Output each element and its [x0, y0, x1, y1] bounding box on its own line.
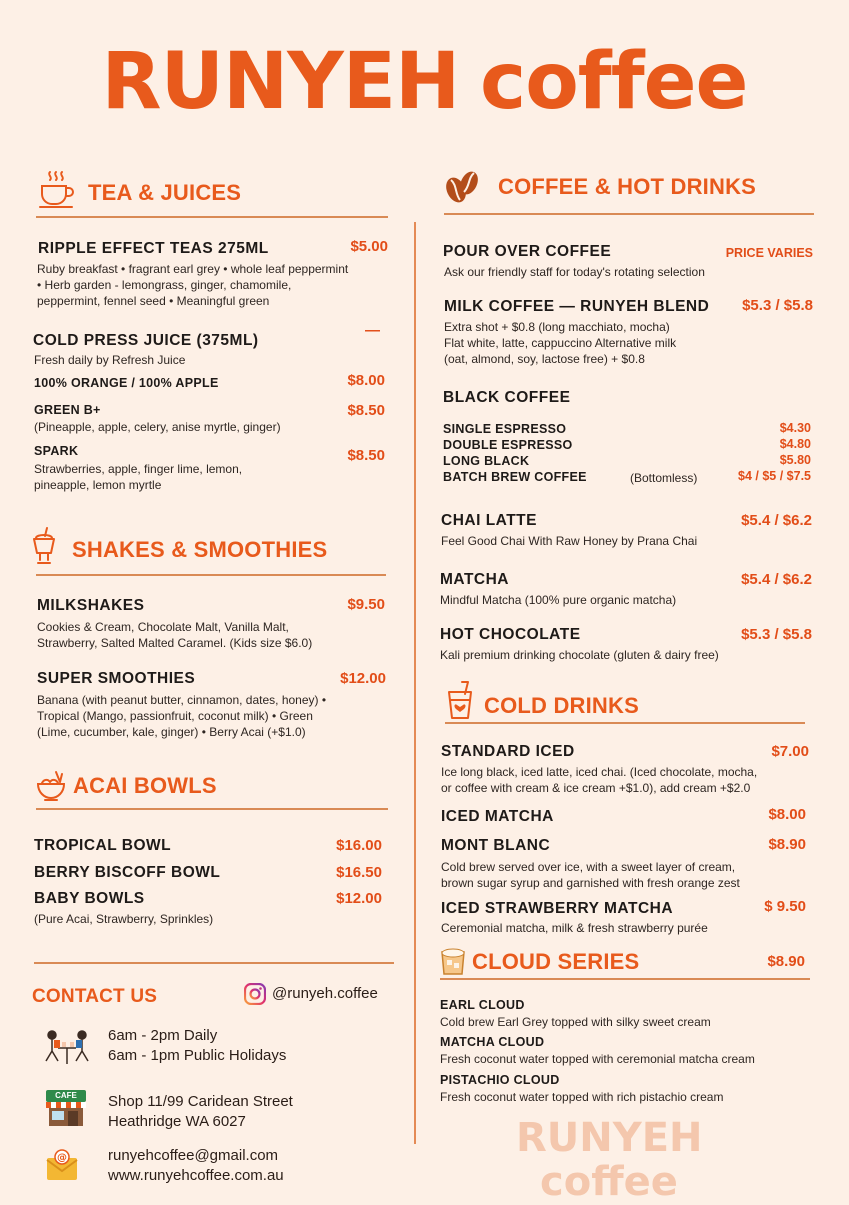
- milkshakes-desc: [37, 619, 312, 651]
- pour-over-price: PRICE VARIES: [725, 246, 813, 260]
- orange-apple-name: 100% ORANGE / 100% APPLE: [34, 376, 219, 390]
- baby-bowls-price: $12.00: [336, 890, 382, 907]
- column-divider: [414, 222, 416, 1144]
- cold-section-title: COLD DRINKS: [484, 693, 639, 718]
- desc-line: (oat, almond, soy, lactose free) + $0.8: [444, 352, 645, 366]
- pour-over-desc: Ask our friendly staff for today's rotating selection: [444, 265, 705, 279]
- hot-chocolate-desc: Kali premium drinking chocolate (gluten & dairy free): [440, 648, 719, 662]
- email-link[interactable]: runyehcoffee@gmail.com: [108, 1147, 279, 1164]
- double-espresso-name: DOUBLE ESPRESSO: [443, 438, 573, 452]
- smoothies-desc: [37, 692, 326, 740]
- hours-line: 6am - 2pm Daily: [108, 1027, 218, 1044]
- ripple-teas-desc: [37, 261, 348, 309]
- desc-line: Cold brew served over ice, with a sweet layer of cream,: [441, 860, 736, 874]
- email-website: [108, 1146, 284, 1186]
- cold-section-rule: [445, 722, 805, 724]
- desc-line: peppermint, fennel seed • Meaningful green: [37, 294, 270, 308]
- green-b-name: GREEN B+: [34, 403, 101, 417]
- tropical-bowl-name: TROPICAL BOWL: [34, 837, 172, 854]
- milkshake-icon: [32, 526, 56, 566]
- cloud-section-rule: [440, 978, 810, 980]
- berry-biscoff-price: $16.50: [336, 864, 382, 881]
- standard-iced-name: STANDARD ICED: [441, 743, 575, 760]
- baby-bowls-desc: (Pure Acai, Strawberry, Sprinkles): [34, 912, 214, 926]
- iced-strawberry-matcha-price: $ 9.50: [764, 898, 806, 915]
- opening-hours: [108, 1026, 286, 1066]
- matcha-desc: Mindful Matcha (100% pure organic matcha): [440, 593, 677, 607]
- website-link[interactable]: www.runyehcoffee.com.au: [108, 1167, 284, 1184]
- long-black-price: $5.80: [779, 453, 811, 467]
- coffee-section-title: COFFEE & HOT DRINKS: [498, 174, 757, 199]
- tea-cup-icon: [38, 170, 74, 210]
- email-icon: [45, 1148, 79, 1182]
- acai-bowl-icon: [36, 770, 66, 802]
- matcha-cloud-desc: Fresh coconut water topped with ceremonial matcha cream: [440, 1052, 755, 1066]
- hours-line: 6am - 1pm Public Holidays: [108, 1047, 287, 1064]
- cold-press-desc: Fresh daily by Refresh Juice: [34, 353, 186, 367]
- cloud-section-title: CLOUD SERIES: [472, 949, 640, 974]
- address-line: Heathridge WA 6027: [108, 1113, 246, 1130]
- iced-strawberry-matcha-name: ICED STRAWBERRY MATCHA: [441, 900, 674, 917]
- svg-text:@: @: [57, 1152, 67, 1164]
- standard-iced-price: $7.00: [771, 743, 809, 760]
- spark-name: SPARK: [34, 444, 79, 458]
- desc-line: brown sugar syrup and garnished with fresh orange zest: [441, 876, 740, 890]
- milk-coffee-name: MILK COFFEE — RUNYEH BLEND: [444, 298, 710, 315]
- green-b-desc: (Pineapple, apple, celery, anise myrtle, ginger): [34, 420, 281, 434]
- ripple-teas-price: $5.00: [350, 238, 388, 255]
- acai-section-title: ACAI BOWLS: [73, 773, 217, 798]
- desc-line: (Lime, cucumber, kale, ginger) • Berry Acai (+$1.0): [37, 725, 306, 739]
- cloud-drink-icon: [440, 946, 466, 976]
- black-coffee-title: BLACK COFFEE: [443, 389, 571, 406]
- long-black-name: LONG BLACK: [443, 454, 530, 468]
- chai-latte-price: $5.4 / $6.2: [741, 512, 812, 529]
- matcha-cloud-name: MATCHA CLOUD: [440, 1035, 545, 1049]
- desc-line: Ice long black, iced latte, iced chai. (Iced chocolate, mocha,: [441, 765, 758, 779]
- coffee-beans-icon: [444, 168, 480, 206]
- spark-desc: [34, 461, 242, 493]
- chai-latte-name: CHAI LATTE: [441, 512, 537, 529]
- brand-title: [0, 37, 849, 127]
- brand-word-2: coffee: [479, 37, 748, 127]
- watermark-word-2: coffee: [540, 1159, 678, 1205]
- earl-cloud-name: EARL CLOUD: [440, 998, 525, 1012]
- desc-line: Cookies & Cream, Chocolate Malt, Vanilla Malt,: [37, 620, 289, 634]
- ripple-teas-name: RIPPLE EFFECT TEAS 275ML: [38, 240, 269, 257]
- batch-brew-name: BATCH BREW COFFEE: [443, 470, 587, 484]
- mont-blanc-price: $8.90: [768, 836, 806, 853]
- tea-section-rule: [36, 216, 388, 218]
- desc-line: Tropical (Mango, passionfruit, coconut milk) • Green: [37, 709, 313, 723]
- milkshakes-price: $9.50: [347, 596, 385, 613]
- shakes-section-title: SHAKES & SMOOTHIES: [72, 537, 328, 562]
- cafe-people-icon: [40, 1028, 94, 1066]
- desc-line: Ruby breakfast • fragrant earl grey • whole leaf peppermint: [37, 262, 349, 276]
- iced-drink-icon: [446, 680, 474, 720]
- pistachio-cloud-desc: Fresh coconut water topped with rich pistachio cream: [440, 1090, 724, 1104]
- desc-line: Strawberry, Salted Malted Caramel. (Kids size $6.0): [37, 636, 313, 650]
- batch-brew-price: $4 / $5 / $7.5: [738, 469, 811, 483]
- single-espresso-price: $4.30: [779, 421, 811, 435]
- address-line: Shop 11/99 Caridean Street: [108, 1093, 293, 1110]
- spark-price: $8.50: [347, 447, 385, 464]
- contact-rule: [34, 962, 394, 964]
- watermark-word-1: RUNYEH: [516, 1115, 703, 1161]
- orange-apple-price: $8.00: [347, 372, 385, 389]
- acai-section-rule: [36, 808, 388, 810]
- cafe-sign-text: CAFE: [55, 1091, 77, 1100]
- smoothies-name: SUPER SMOOTHIES: [37, 670, 196, 687]
- coffee-section-rule: [444, 213, 814, 215]
- contact-title: CONTACT US: [32, 986, 158, 1007]
- tea-section-title: TEA & JUICES: [88, 180, 242, 205]
- pour-over-name: POUR OVER COFFEE: [443, 243, 612, 260]
- tropical-bowl-price: $16.00: [336, 837, 382, 854]
- shop-address: [108, 1092, 293, 1132]
- matcha-name: MATCHA: [440, 571, 510, 588]
- hot-chocolate-name: HOT CHOCOLATE: [440, 626, 581, 643]
- cloud-series-price: $8.90: [767, 953, 805, 970]
- iced-matcha-name: ICED MATCHA: [441, 808, 554, 825]
- cold-press-name: COLD PRESS JUICE (375ML): [33, 332, 259, 349]
- earl-cloud-desc: Cold brew Earl Grey topped with silky sweet cream: [440, 1015, 711, 1029]
- instagram-icon[interactable]: [244, 983, 266, 1005]
- smoothies-price: $12.00: [340, 670, 386, 687]
- desc-line: Extra shot + $0.8 (long macchiato, mocha): [444, 320, 670, 334]
- iced-matcha-price: $8.00: [768, 806, 806, 823]
- cold-press-price: —: [365, 322, 380, 339]
- cafe-storefront-icon: [46, 1090, 86, 1128]
- chai-latte-desc: Feel Good Chai With Raw Honey by Prana Chai: [441, 534, 698, 548]
- hot-chocolate-price: $5.3 / $5.8: [741, 626, 812, 643]
- double-espresso-price: $4.80: [779, 437, 811, 451]
- desc-line: Strawberries, apple, finger lime, lemon,: [34, 462, 243, 476]
- desc-line: pineapple, lemon myrtle: [34, 478, 162, 492]
- baby-bowls-name: BABY BOWLS: [34, 890, 145, 907]
- milk-coffee-price: $5.3 / $5.8: [742, 297, 813, 314]
- green-b-price: $8.50: [347, 402, 385, 419]
- brand-word-1: RUNYEH: [101, 37, 460, 127]
- shakes-section-rule: [36, 574, 386, 576]
- mont-blanc-name: MONT BLANC: [441, 837, 551, 854]
- iced-strawberry-matcha-desc: Ceremonial matcha, milk & fresh strawberry purée: [441, 921, 708, 935]
- desc-line: • Herb garden - lemongrass, ginger, chamomile,: [37, 278, 292, 292]
- milk-coffee-desc: [444, 319, 676, 367]
- matcha-price: $5.4 / $6.2: [741, 571, 812, 588]
- pistachio-cloud-name: PISTACHIO CLOUD: [440, 1073, 560, 1087]
- desc-line: Flat white, latte, cappuccino Alternative milk: [444, 336, 677, 350]
- milkshakes-name: MILKSHAKES: [37, 597, 145, 614]
- instagram-handle[interactable]: @runyeh.coffee: [272, 985, 378, 1002]
- berry-biscoff-name: BERRY BISCOFF BOWL: [34, 864, 221, 881]
- desc-line: Banana (with peanut butter, cinnamon, dates, honey) •: [37, 693, 327, 707]
- desc-line: or coffee with cream & ice cream +$1.0), add cream +$2.0: [441, 781, 751, 795]
- batch-brew-note: (Bottomless): [630, 471, 698, 485]
- single-espresso-name: SINGLE ESPRESSO: [443, 422, 567, 436]
- mont-blanc-desc: [441, 859, 740, 891]
- standard-iced-desc: [441, 764, 757, 796]
